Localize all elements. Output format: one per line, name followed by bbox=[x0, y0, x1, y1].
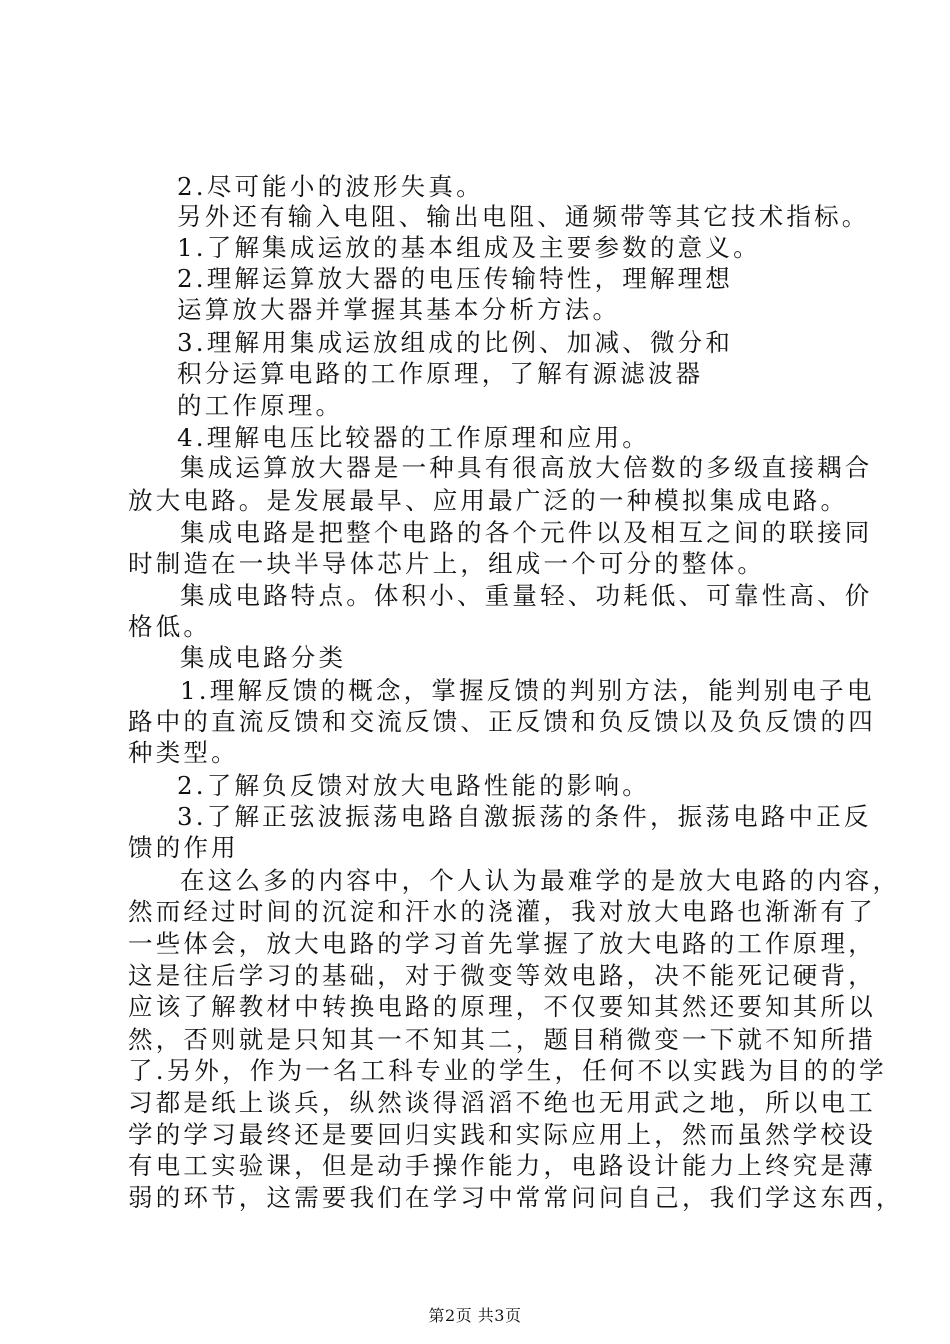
text-line: 学的学习最终还是要回归实践和实际应用上，然而虽然学校设 bbox=[128, 1120, 876, 1149]
text-line: 这是往后学习的基础，对于微变等效电路，决不能死记硬背， bbox=[128, 961, 876, 990]
text-line: 集成运算放大器是一种具有很高放大倍数的多级直接耦合 bbox=[180, 453, 873, 482]
text-line: 4.理解电压比较器的工作原理和应用。 bbox=[177, 423, 650, 452]
text-line: 1.了解集成运放的基本组成及主要参数的意义。 bbox=[177, 233, 761, 262]
text-line: 然而经过时间的沉淀和汗水的浇灌，我对放大电路也渐渐有了 bbox=[128, 897, 876, 926]
text-line: 有电工实验课，但是动手操作能力，电路设计能力上终究是薄 bbox=[128, 1151, 876, 1180]
text-line: 2.尽可能小的波形失真。 bbox=[177, 172, 484, 201]
page-number-footer: 第2页 共3页 bbox=[428, 1306, 522, 1325]
text-line: 时制造在一块半导体芯片上，组成一个可分的整体。 bbox=[128, 549, 766, 578]
text-line: 的工作原理。 bbox=[177, 391, 344, 420]
text-line: 然，否则就是只知其一不知其二，题目稍微变一下就不知所措 bbox=[128, 1025, 876, 1054]
text-line: 2.了解负反馈对放大电路性能的影响。 bbox=[177, 771, 650, 800]
text-line: 3.了解正弦波振荡电路自激振荡的条件，振荡电路中正反 bbox=[177, 802, 872, 831]
text-line: 积分运算电路的工作原理，了解有源滤波器 bbox=[177, 359, 704, 388]
text-line: 运算放大器并掌握其基本分析方法。 bbox=[177, 295, 621, 324]
text-line: 路中的直流反馈和交流反馈、正反馈和负反馈以及负反馈的四 bbox=[128, 707, 876, 736]
text-line: 3.理解用集成运放组成的比例、加减、微分和 bbox=[177, 328, 734, 357]
text-line: 格低。 bbox=[128, 612, 212, 641]
text-line: 在这么多的内容中，个人认为最难学的是放大电路的内容， bbox=[180, 866, 901, 895]
text-line: 弱的环节，这需要我们在学习中常常问问自己，我们学这东西， bbox=[128, 1183, 904, 1212]
text-line: 集成电路是把整个电路的各个元件以及相互之间的联接同 bbox=[180, 518, 873, 547]
text-line: 2.理解运算放大器的电压传输特性，理解理想 bbox=[177, 264, 734, 293]
text-line: 另外还有输入电阻、输出电阻、通频带等其它技术指标。 bbox=[177, 202, 870, 231]
text-line: 馈的作用 bbox=[128, 833, 239, 862]
text-line: 放大电路。是发展最早、应用最广泛的一种模拟集成电路。 bbox=[128, 486, 849, 515]
text-line: 种类型。 bbox=[128, 738, 239, 767]
text-line: 1.理解反馈的概念，掌握反馈的判别方法，能判别电子电 bbox=[180, 676, 875, 705]
text-line: 习都是纸上谈兵，纵然谈得滔滔不绝也无用武之地，所以电工 bbox=[128, 1088, 876, 1117]
text-line: 集成电路分类 bbox=[180, 643, 347, 672]
text-line: 了.另外，作为一名工科专业的学生，任何不以实践为目的的学 bbox=[128, 1056, 887, 1085]
text-line: 应该了解教材中转换电路的原理，不仅要知其然还要知其所以 bbox=[128, 992, 876, 1021]
text-line: 集成电路特点。体积小、重量轻、功耗低、可靠性高、价 bbox=[180, 581, 873, 610]
text-line: 一些体会，放大电路的学习首先掌握了放大电路的工作原理， bbox=[128, 929, 876, 958]
